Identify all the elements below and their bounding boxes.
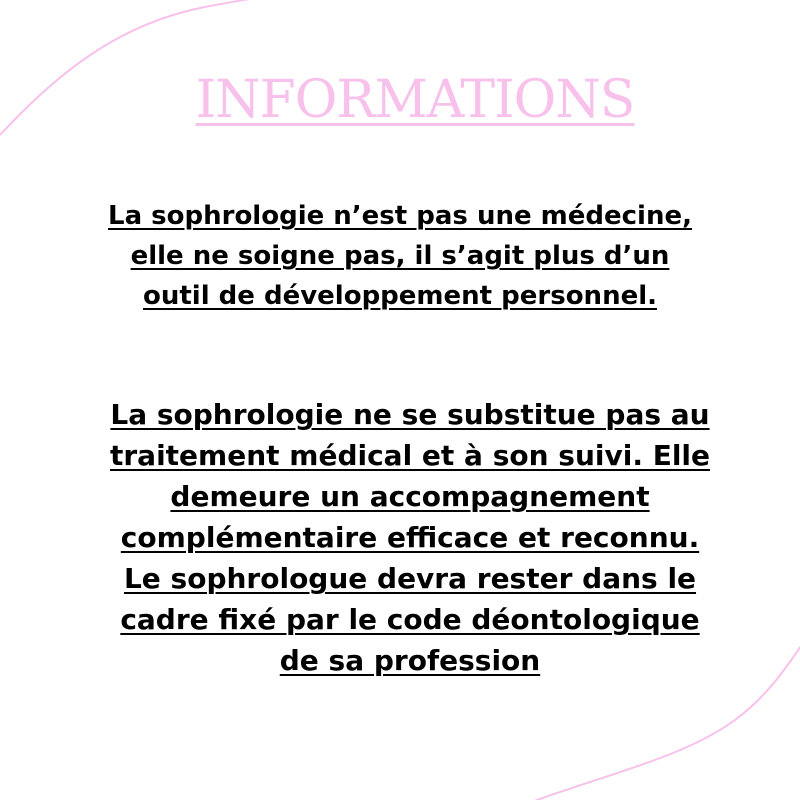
paragraph-line: La sophrologie n’est pas une médecine, — [108, 201, 692, 231]
page-title: INFORMATIONS — [195, 70, 635, 130]
paragraph-line: traitement médical et à son suivi. Elle — [109, 439, 711, 472]
paragraph-line: complémentaire efficace et reconnu. — [120, 521, 700, 554]
paragraph-line: demeure un accompagnement — [170, 480, 650, 513]
paragraph-line: elle ne soigne pas, il s’agit plus d’un — [130, 241, 670, 271]
paragraph-line: de sa profession — [279, 644, 541, 677]
disclaimer-paragraph — [60, 196, 740, 316]
paragraph-line: La sophrologie ne se substitue pas au — [110, 398, 710, 431]
medical-notice-paragraph — [50, 394, 770, 681]
paragraph-line: cadre fixé par le code déontologique — [120, 603, 700, 636]
paragraph-line: Le sophrologue devra rester dans le — [123, 562, 697, 595]
paragraph-line: outil de développement personnel. — [143, 281, 657, 311]
